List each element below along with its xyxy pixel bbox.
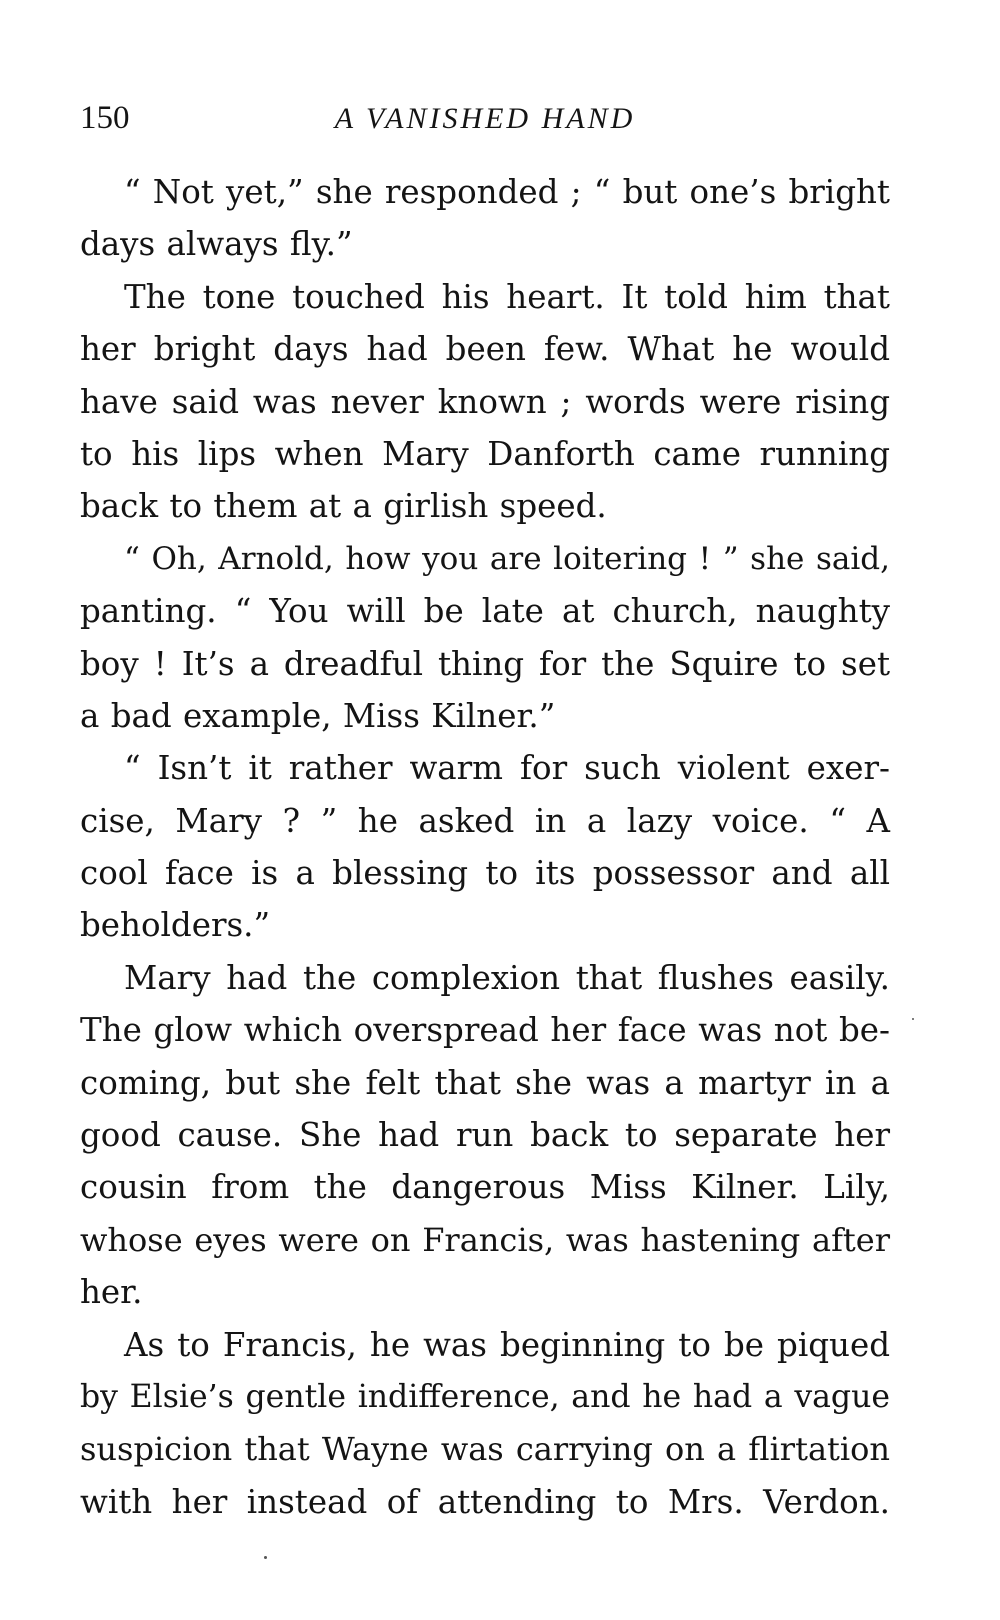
text-line: boy ! It’s a dreadful thing for the Squire to set xyxy=(80,644,890,683)
page-number: 150 xyxy=(80,100,130,136)
text-line: by Elsie’s gentle indifference, and he had a vague xyxy=(80,1378,890,1415)
text-line: whose eyes were on Francis, was hastening after xyxy=(80,1220,890,1259)
text-line: “ Isn’t it rather warm for such violent exer- xyxy=(124,749,890,788)
text-line: cise, Mary ? ” he asked in a lazy voice. “ A xyxy=(80,801,890,840)
text-line: “ Oh, Arnold, how you are loitering ! ” she said, xyxy=(124,540,890,577)
scan-speck xyxy=(264,1556,267,1559)
text-line: cousin from the dangerous Miss Kilner. Lily, xyxy=(80,1168,890,1207)
body-text xyxy=(80,166,890,1528)
text-line: The tone touched his heart. It told him that xyxy=(124,277,890,316)
text-line: days always fly.” xyxy=(80,225,353,264)
text-line: a bad example, Miss Kilner.” xyxy=(80,696,556,735)
text-line: The glow which overspread her face was not be- xyxy=(80,1011,890,1050)
text-line: Mary had the complexion that flushes easily. xyxy=(124,958,890,997)
text-line: As to Francis, he was beginning to be piqued xyxy=(124,1325,890,1364)
text-line: have said was never known ; words were rising xyxy=(80,382,890,421)
text-line: panting. “ You will be late at church, naughty xyxy=(80,592,890,631)
text-line: cool face is a blessing to its possessor and all xyxy=(80,854,890,893)
running-title: A VANISHED HAND xyxy=(334,102,636,135)
page-header xyxy=(80,98,890,142)
text-line: back to them at a girlish speed. xyxy=(80,487,607,526)
text-line: to his lips when Mary Danforth came running xyxy=(80,434,890,473)
text-line: with her instead of attending to Mrs. Verdon. xyxy=(80,1482,890,1521)
text-line: her bright days had been few. What he would xyxy=(80,330,890,369)
text-line: suspicion that Wayne was carrying on a flirtation xyxy=(80,1430,890,1469)
text-line: “ Not yet,” she responded ; “ but one’s bright xyxy=(124,173,890,211)
text-line: her. xyxy=(80,1273,143,1312)
text-line: coming, but she felt that she was a martyr in a xyxy=(80,1063,890,1102)
text-line: beholders.” xyxy=(80,906,271,945)
text-line: good cause. She had run back to separate her xyxy=(80,1116,890,1155)
scan-speck xyxy=(912,1018,914,1020)
